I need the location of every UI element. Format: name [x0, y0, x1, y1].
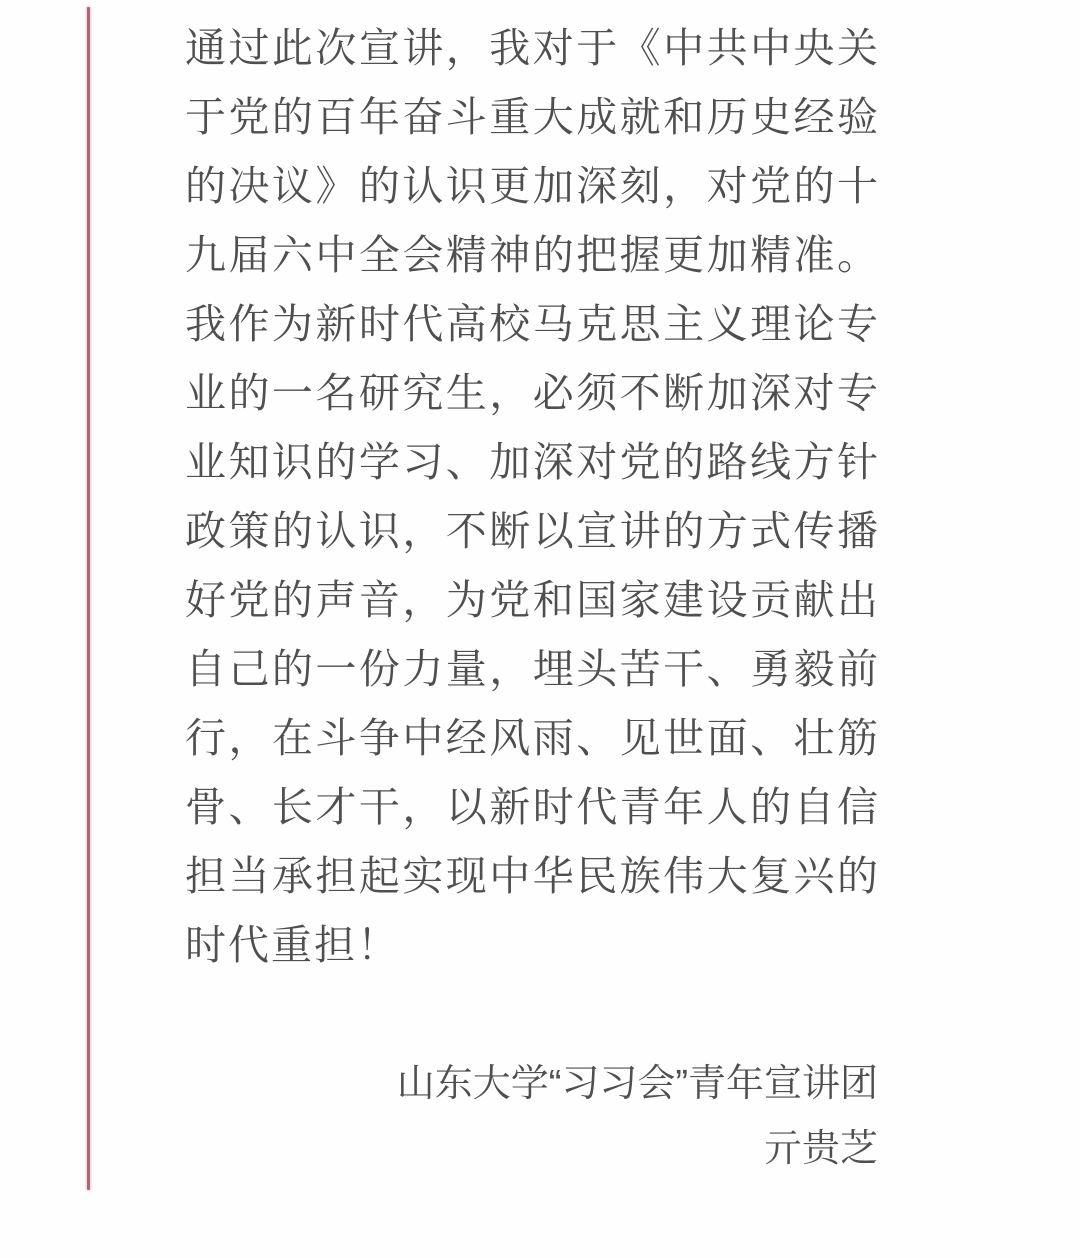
signature-author: 亓贵芝	[763, 1128, 878, 1170]
body-line: 骨、长才干，以新时代青年人的自信	[185, 784, 878, 830]
signature-organization: 山东大学“习习会”青年宣讲团	[396, 1063, 878, 1105]
article-content	[185, 14, 878, 1182]
body-line: 业知识的学习、加深对党的路线方针	[185, 439, 878, 485]
body-line: 通过此次宣讲，我对于《中共中央关	[185, 25, 878, 71]
article-paragraph	[185, 14, 878, 980]
body-line: 自己的一份力量，埋头苦干、勇毅前	[185, 646, 878, 692]
body-line: 担当承担起实现中华民族伟大复兴的	[185, 853, 878, 899]
body-line: 的决议》的认识更加深刻，对党的十	[185, 163, 878, 209]
body-line: 我作为新时代高校马克思主义理论专	[185, 301, 878, 347]
signature-block	[185, 1052, 878, 1182]
body-line: 好党的声音，为党和国家建设贡献出	[185, 577, 878, 623]
body-line: 业的一名研究生，必须不断加深对专	[185, 370, 878, 416]
left-accent-line	[87, 7, 90, 1190]
body-line: 政策的认识，不断以宣讲的方式传播	[185, 508, 878, 554]
body-line: 于党的百年奋斗重大成就和历史经验	[185, 94, 878, 140]
body-line: 时代重担！	[185, 922, 400, 968]
body-line: 九届六中全会精神的把握更加精准。	[185, 232, 878, 278]
body-line: 行，在斗争中经风雨、见世面、壮筋	[185, 715, 878, 761]
